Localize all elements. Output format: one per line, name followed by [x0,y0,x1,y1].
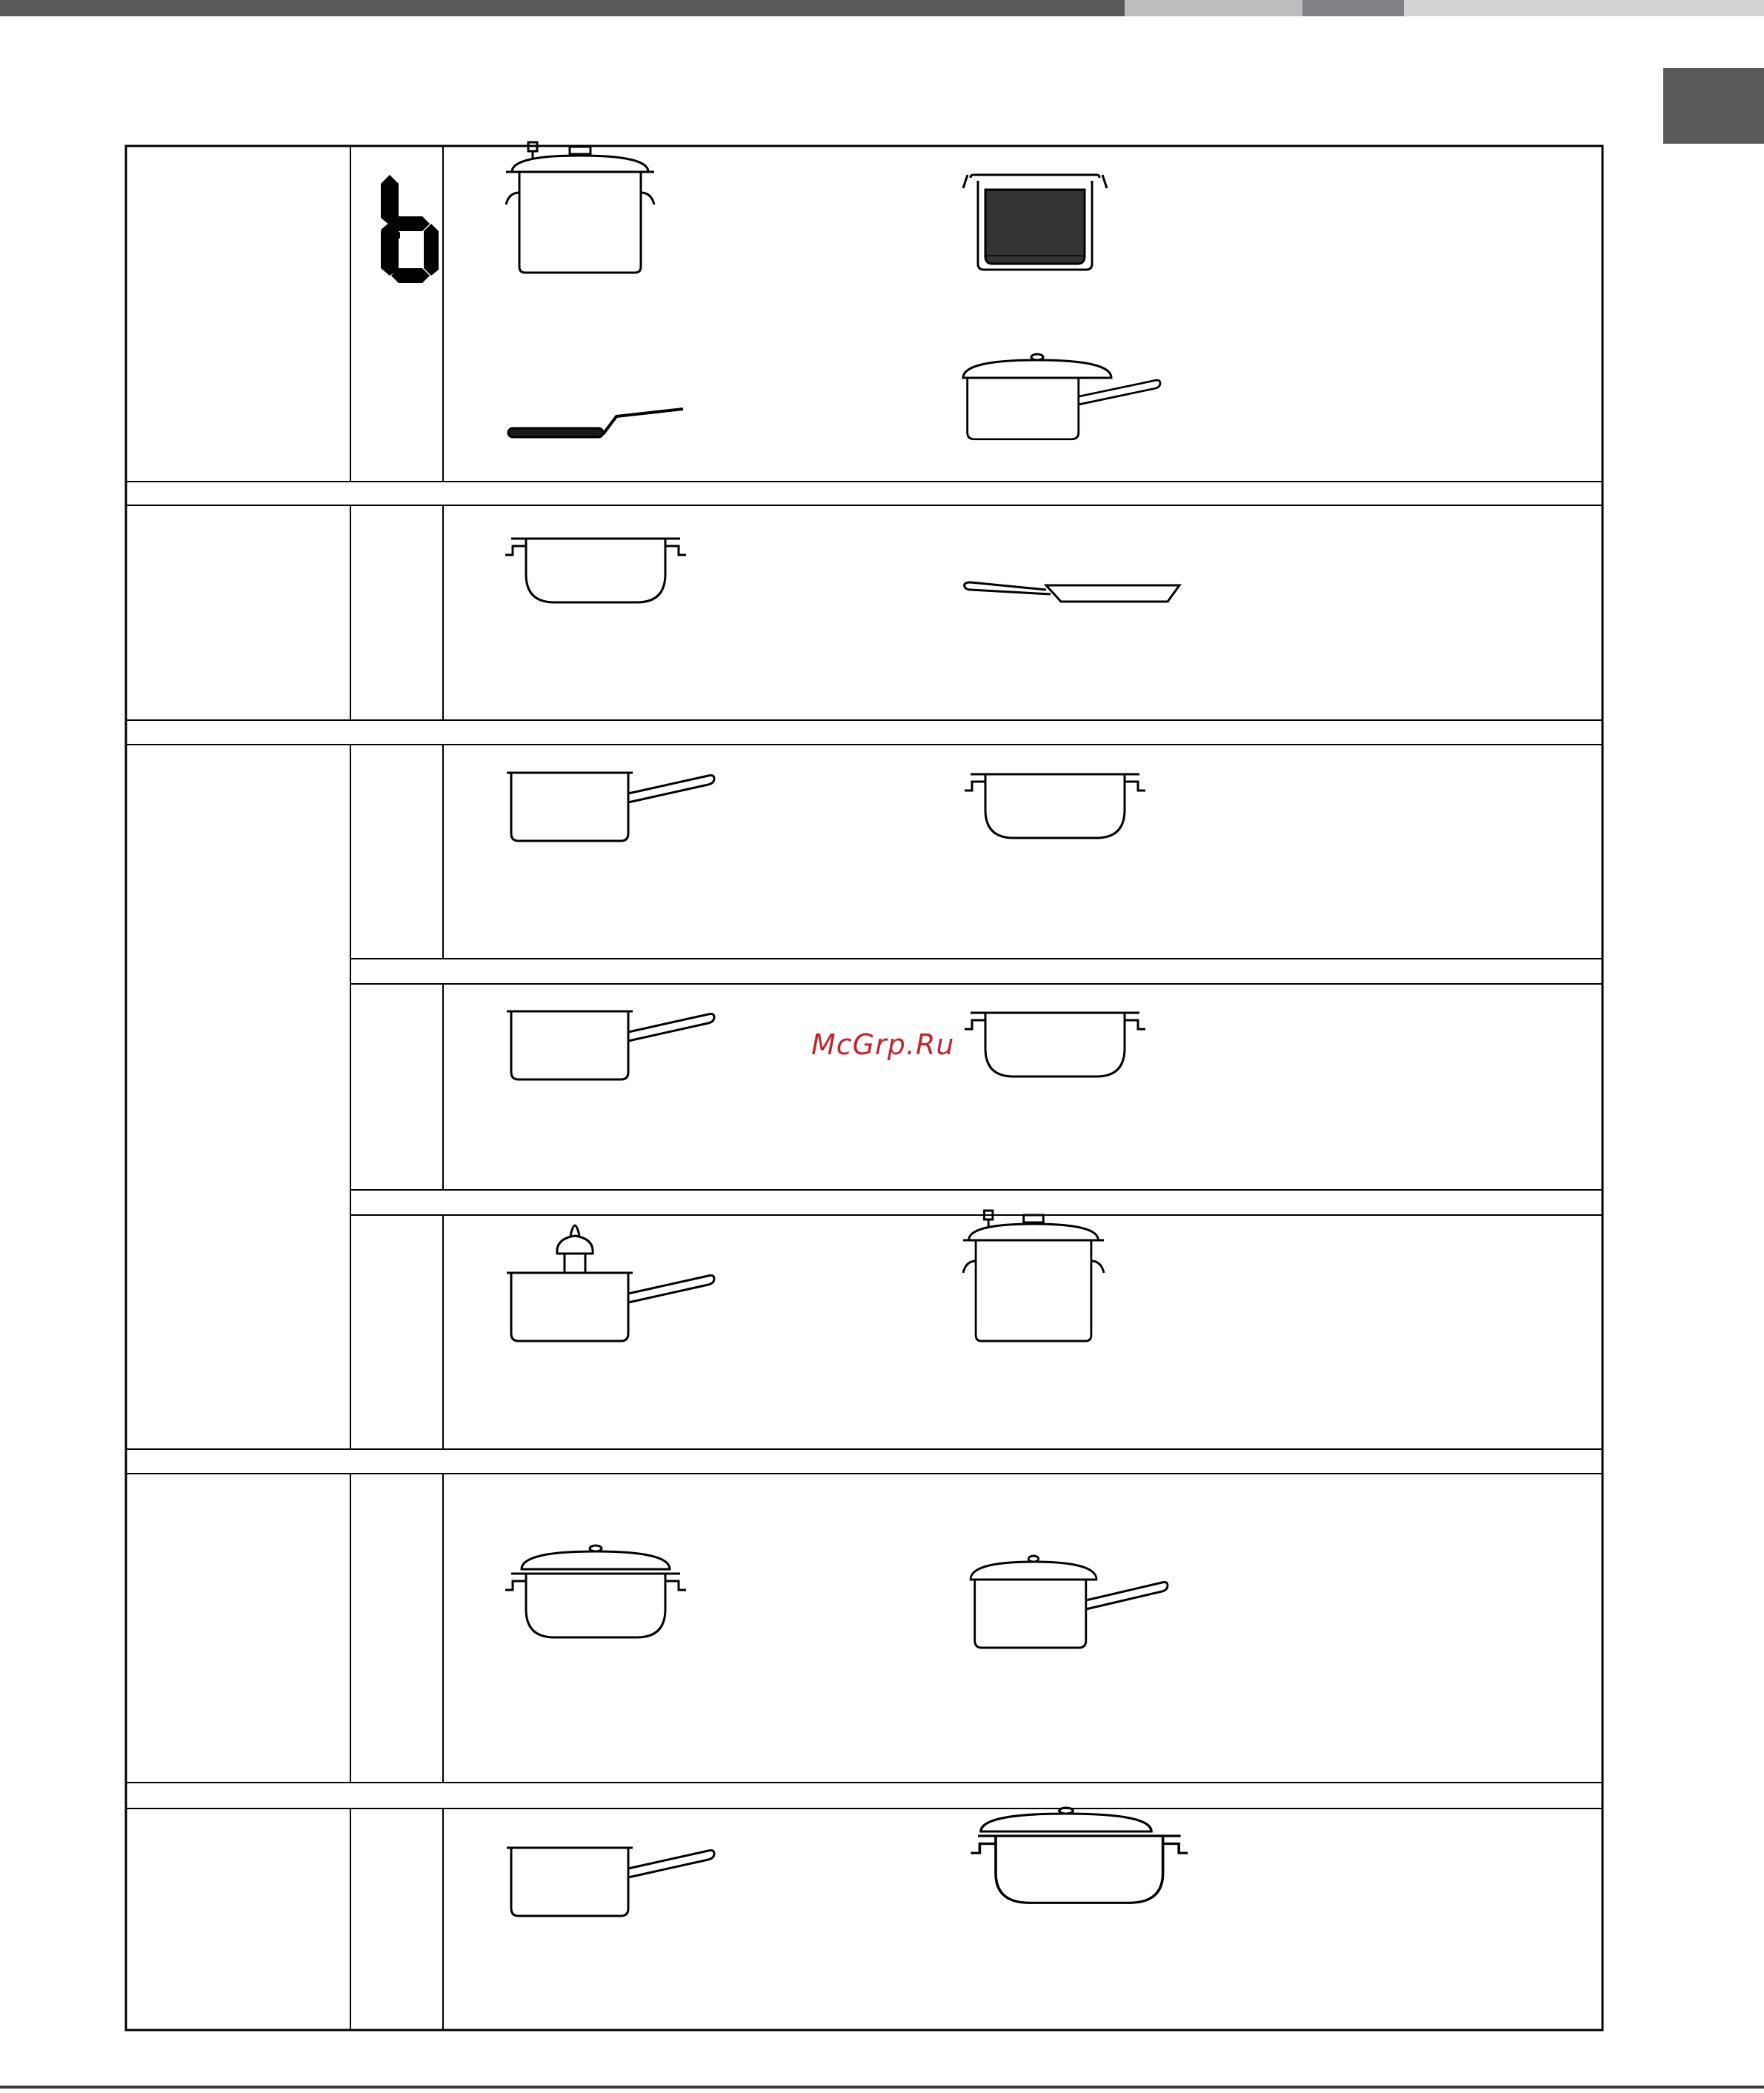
pressure-cooker-icon [506,142,654,273]
bottom-rule [0,2086,1764,2089]
frying-pan-icon [965,582,1179,602]
casserole-icon [965,1013,1145,1077]
fry-basket-icon [963,175,1107,270]
grill-pan-icon [508,409,683,437]
casserole-icon [505,539,686,602]
saucepan-icon [507,1848,714,1916]
saucepan-icon [507,1011,714,1079]
milk-pot-icon [507,1225,714,1341]
lidded-saucepan-icon [971,1556,1168,1648]
lidded-wide-casserole-icon [971,1808,1188,1903]
lidded-saucepan-icon [963,354,1160,439]
watermark: McGrp.Ru [811,1028,955,1061]
casserole-icon [965,774,1145,838]
lidded-casserole-icon [505,1545,686,1637]
pressure-cooker-icon [963,1211,1104,1341]
saucepan-icon [507,773,714,841]
